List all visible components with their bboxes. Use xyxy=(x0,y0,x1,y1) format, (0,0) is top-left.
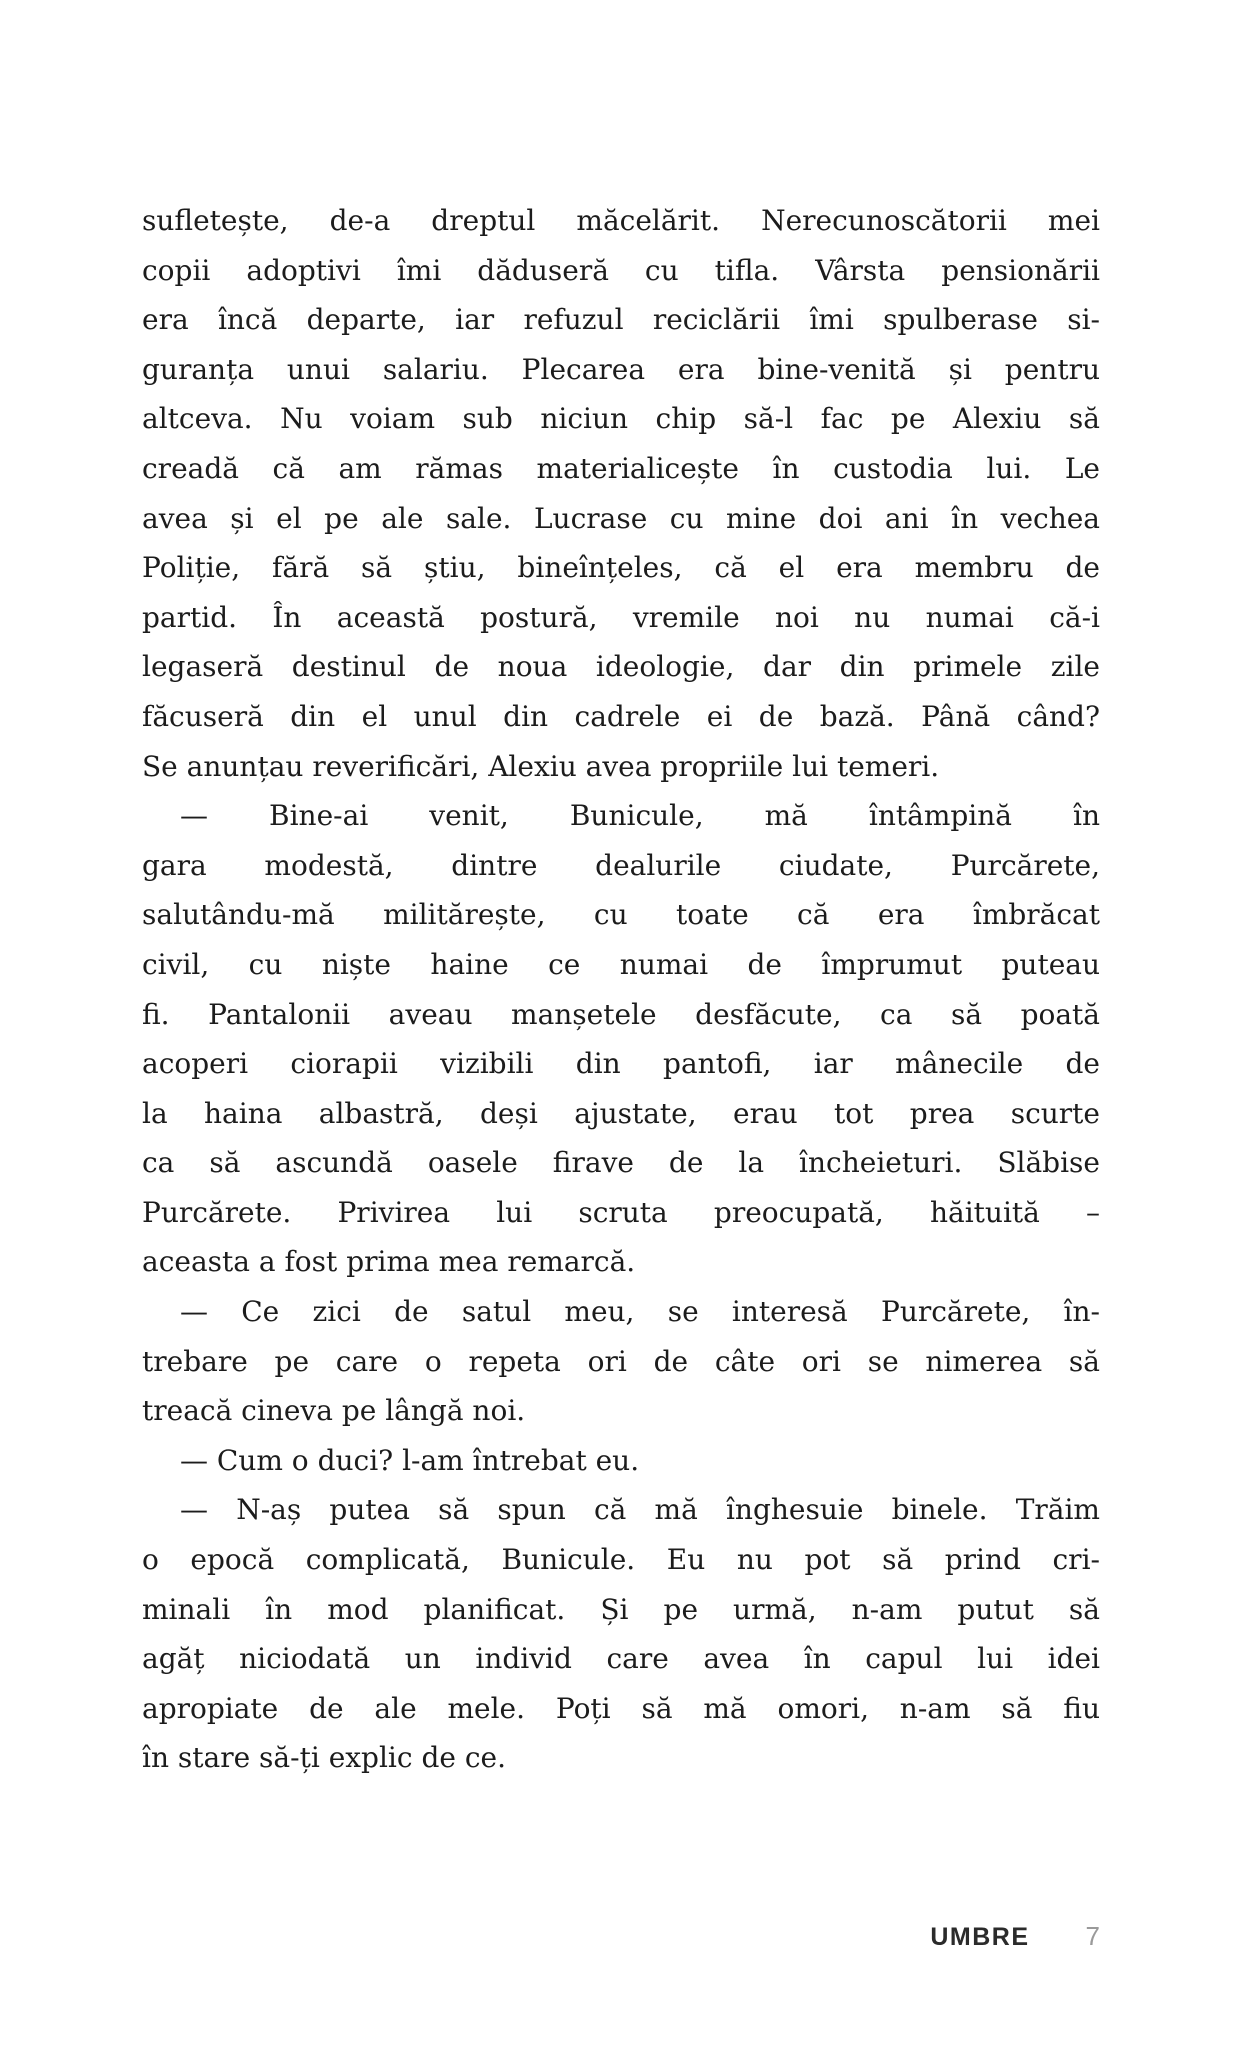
text-line: avea și el pe ale sale. Lucrase cu mine doi ani în vechea xyxy=(142,501,1100,535)
text-line: guranța unui salariu. Plecarea era bine-venită și pentru xyxy=(142,352,1100,386)
text-line: ca să ascundă oasele firave de la încheieturi. Slăbise xyxy=(142,1146,1100,1180)
text-line: o epocă complicată, Bunicule. Eu nu pot să prind cri- xyxy=(142,1543,1100,1577)
text-line: — Ce zici de satul meu, se interesă Purcărete, în- xyxy=(180,1295,1100,1329)
text-line: Purcărete. Privirea lui scruta preocupată, hăituită – xyxy=(142,1195,1100,1229)
page-footer xyxy=(930,1921,1100,1952)
text-line: partid. În această postură, vremile noi nu numai că-i xyxy=(142,600,1100,634)
page-number: 7 xyxy=(1085,1921,1100,1951)
text-line: salutându-mă militărește, cu toate că era îmbrăcat xyxy=(142,898,1100,932)
text-line: treacă cineva pe lângă noi. xyxy=(142,1394,526,1428)
text-line: legaseră destinul de noua ideologie, dar din primele zile xyxy=(142,650,1100,684)
running-title: UMBRE xyxy=(930,1923,1030,1951)
text-line: civil, cu niște haine ce numai de împrumut puteau xyxy=(142,947,1100,981)
paragraph xyxy=(142,1436,1100,1486)
text-line: altceva. Nu voiam sub niciun chip să-l fac pe Alexiu să xyxy=(142,402,1100,436)
paragraph xyxy=(142,196,1100,791)
text-line: Poliție, fără să știu, bineînțeles, că el era membru de xyxy=(142,551,1100,585)
text-line: minali în mod planificat. Și pe urmă, n-am putut să xyxy=(142,1592,1100,1626)
text-line: făcuseră din el unul din cadrele ei de bază. Până când? xyxy=(142,699,1100,733)
paragraph xyxy=(142,1287,1100,1436)
text-line: agăț niciodată un individ care avea în capul lui idei xyxy=(142,1642,1100,1676)
text-line: — N-aș putea să spun că mă înghesuie binele. Trăim xyxy=(180,1493,1100,1527)
text-line: copii adoptivi îmi dăduseră cu tifla. Vârsta pensionării xyxy=(142,253,1100,287)
text-line: — Cum o duci? l-am întrebat eu. xyxy=(180,1443,640,1477)
text-line: trebare pe care o repeta ori de câte ori se nimerea să xyxy=(142,1344,1100,1378)
text-line: era încă departe, iar refuzul reciclării îmi spulberase si- xyxy=(142,303,1100,337)
text-line: creadă că am rămas materialicește în custodia lui. Le xyxy=(142,451,1100,485)
text-line: aceasta a fost prima mea remarcă. xyxy=(142,1245,636,1279)
text-line: Se anunțau reverificări, Alexiu avea propriile lui temeri. xyxy=(142,749,940,783)
paragraph xyxy=(142,1485,1100,1783)
text-line: sufletește, de-a dreptul măcelărit. Nerecunoscătorii mei xyxy=(142,204,1100,237)
text-line: la haina albastră, deși ajustate, erau tot prea scurte xyxy=(142,1096,1100,1130)
paragraph xyxy=(142,791,1100,1287)
text-line: în stare să-ți explic de ce. xyxy=(142,1741,507,1775)
text-line: fi. Pantalonii aveau manșetele desfăcute, ca să poată xyxy=(142,997,1100,1031)
text-line: — Bine-ai venit, Bunicule, mă întâmpină în xyxy=(180,799,1100,833)
text-line: apropiate de ale mele. Poți să mă omori, n-am să fiu xyxy=(142,1691,1100,1725)
text-line: gara modestă, dintre dealurile ciudate, Purcărete, xyxy=(142,848,1100,882)
text-line: acoperi ciorapii vizibili din pantofi, iar mânecile de xyxy=(142,1047,1100,1081)
page-text xyxy=(142,196,1100,1783)
